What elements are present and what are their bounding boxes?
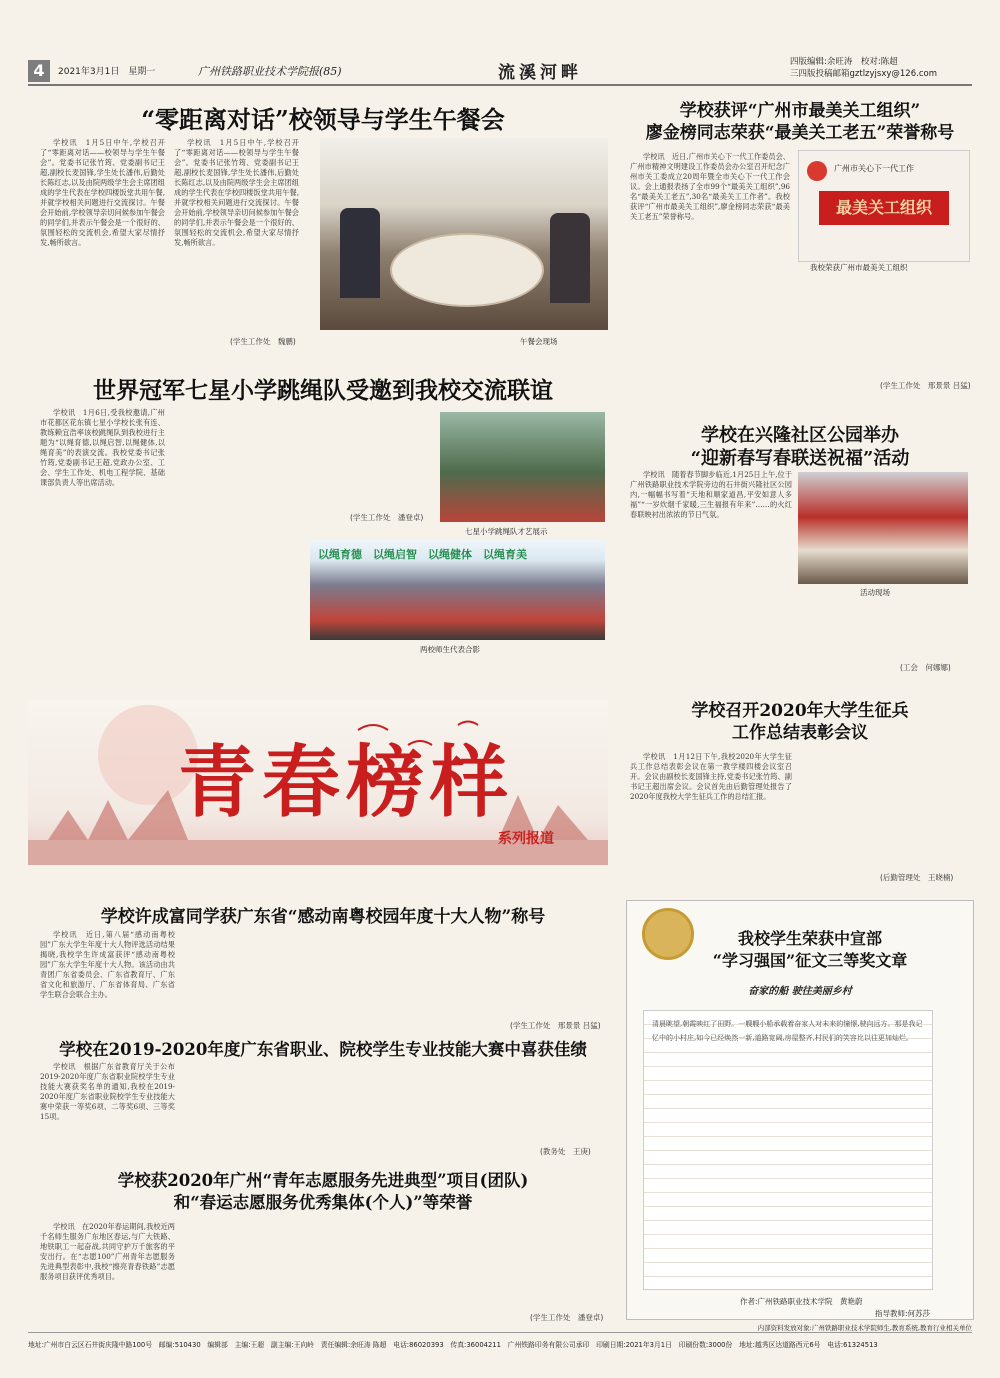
article6-text: 学校讯 近日,第八届“感动南粤校园”广东大学生年度十大人物评选活动结果揭晓,我校学生许成富获评“感动南粤校园”广东大学生年度十大人物。该活动由共青团广东省委员会、广东省教育厅、广东省文化和旅游厅、广东省体育局、广东省学生联合会联合主办。 [40,930,175,999]
editor-info [790,56,937,80]
article6-byline: (学生工作处 邢景景 吕猛) [510,1021,601,1030]
article2-body-col3 [798,276,968,372]
essay-manuscript [643,1010,933,1290]
article1-body-col4 [174,230,299,340]
youth-role-model-banner [28,700,608,865]
rope-team-photo [440,412,605,522]
article2-title-line1: 学校获评“广州市最美关工组织” [679,101,921,121]
article5-byline: (后勤管理处 王晓楠) [880,873,954,882]
article4-title-line2: “迎新春写春联送祝福”活动 [690,448,910,469]
article4-body [630,470,792,670]
article2-title-line2: 廖金榜同志荣获“最美关工老五”荣誉称号 [645,123,955,143]
logo-icon [807,161,827,181]
article6-body-col2 [182,930,317,1020]
article5-title-line2: 工作总结表彰会议 [732,723,868,743]
article2-text: 学校讯 近日,广州市关心下一代工作委员会、广州市精神文明建设工作委员会办公室召开纪念广州市关工委成立20周年暨全市关心下一代工作会议。会上通报表扬了全市99个“最美关工组织”,96名“最美关工老五”,30名“最美关工工作者”。我校获评“广州市最美关工组织”,廖金榜同志荣获“最美关工老五”荣誉称号。 [630,152,790,221]
article8-body-col4 [466,1222,606,1306]
article4-byline: (工会 何娜娜) [900,663,951,672]
article7-text: 学校讯 根据广东省教育厅关于公布2019-2020年度广东省职业院校学生专业技能大赛获奖名单的通知,我校在2019-2020年度广东省职业院校学生专业技能大赛中荣获一等奖6项、二等奖6项、三等奖15项。 [40,1062,175,1121]
award-plaque-photo [798,150,970,262]
article1-title: “零距离对话”校领导与学生午餐会 [141,105,505,134]
article5-body [630,752,792,868]
essay-text: 清晨眺望,朝霞映红了田野。一艘艘小船承载着奋家人对未来的憧憬,驶向远方。那是我记忆中的小村庄,如今已经焕然一新,道路宽阔,房屋整齐,村民们的笑容比以往更加灿烂。 [652,1020,923,1042]
article4-title [630,424,970,470]
article4-title-line1: 学校在兴隆社区公园举办 [701,425,899,446]
article3-body [40,408,165,636]
article5-body-col2 [798,752,968,868]
footer-info: 地址:广州市白云区石井街庆隆中路100号 邮编:510430 编辑部 主编:王超 副主编:王向岭 责任编辑:余旺涛 陈超 电话:86020393 传真:36004211 广州铁路印务有限公司承印 印刷日期:2021年3月1日 印刷份数:3000份 地址:越秀区达道路西元6号 电话:61324513 [28,1341,878,1349]
banner-title: 青春榜样 [178,737,515,828]
article2-byline: (学生工作处 邢景景 吕猛) [880,381,971,390]
editor-line: 四版编辑:余旺涛 校对:陈超 [790,57,898,67]
paper-title: 广州铁路职业技术学院报(85) [198,65,342,78]
rope-team-caption: 七星小学跳绳队才艺展示 [465,527,548,536]
article7-body-col3 [324,1062,459,1154]
person-shape [550,213,590,303]
article1-byline: (学生工作处 魏鹏) [230,337,296,346]
article7-body-col2 [182,1062,317,1154]
banner-subtitle: 系列报道 [498,831,554,847]
article8-body-col3 [324,1222,459,1320]
section-title: 流溪河畔 [498,63,582,83]
article7-body [40,1062,175,1154]
distribution-note: 内部资料发放对象:广州铁路职业技术学院师生,教育系统,教育行业相关单位 [757,1324,972,1332]
article4-photo-caption: 活动现场 [860,588,890,597]
email-line: 三四版投稿邮箱gztlzyjsxy@126.com [790,69,937,79]
plaque-text: 最美关工组织 [819,191,949,225]
article2-photo-caption: 我校荣获广州市最美关工组织 [810,263,908,272]
article9-title-line2: “学习强国”征文三等奖文章 [712,951,908,970]
essay-advisor: 指导教师:何苏莎 [875,1309,931,1318]
article6-body-col3 [324,930,459,1020]
article2-body [630,152,790,264]
article8-title-line2: 和“春运志愿服务优秀集体(个人)”等荣誉 [173,1193,473,1212]
article8-body-col2 [182,1222,317,1320]
lunch-table [390,233,544,307]
article1-body-col3 [40,220,165,350]
article4-text: 学校讯 随着春节脚步临近,1月25日上午,位于广州铁路职业技术学院旁边的石井街兴隆社区公园内,一幅幅书写着“天地和顺家道昌,平安如意人多福”“一岁炊烟千家暖,三生福报有年来”……的火红春联映衬出浓浓的节日气氛。 [630,470,792,519]
article6-body [40,930,175,1020]
article7-title: 学校在2019-2020年度广东省职业、院校学生专业技能大赛中喜获佳绩 [59,1040,587,1059]
article1-text-2: 学校讯 1月5日中午,学校召开了“零距离对话——校领导与学生午餐会”。党委书记张竹筠、党委副书记王超,副校长麦国锋,学生处长潘伟,后勤处长陈红志,以及由院两级学生会主席团组成的学生代表在学校四楼饭堂共用午餐,并就学校相关问题进行交流探讨。午餐会开始前,学校领导亲切问候参加午餐会的同学们,并表示午餐会是一个很好的、氛围轻松的交流机会,希望大家尽情抒发,畅所欲言。 [174,138,299,247]
lunch-photo [320,138,608,330]
lunch-photo-caption: 午餐会现场 [520,337,558,346]
article5-title-line1: 学校召开2020年大学生征兵 [691,701,909,721]
article8-text: 学校讯 在2020年春运期间,我校近两千名师生服务广东地区春运,与广大铁路、地铁职工一起奋战,共同守护万千旅客的平安出行。在“志愿100”广州青年志愿服务先进典型表彰中,我校“擦亮青春铁路”志愿服务项目获评优秀项目。 [40,1222,175,1281]
plaque-org: 广州市关心下一代工作 [834,164,914,173]
article3-body-col2 [174,408,299,636]
article8-title-line1: 学校获2020年广州“青年志愿服务先进典型”项目(团队) [117,1171,529,1190]
issue-date: 2021年3月1日 星期一 [58,67,156,77]
page-header [28,56,972,86]
article5-text: 学校讯 1月12日下午,我校2020年大学生征兵工作总结表彰会议在第一教学楼四楼会议室召开。会议由副校长麦国锋主持,党委书记张竹筠、副书记王超出席会议。会议首先由后勤管理处报告了2020年度我校大学生征兵工作的总结汇报。 [630,752,792,801]
page-footer [28,1324,972,1355]
essay-author: 作者:广州铁路职业技术学院 黄艳蔚 [740,1297,863,1306]
article2-body-col2 [630,270,790,382]
article1-text: 学校讯 1月5日中午,学校召开了“零距离对话——校领导与学生午餐会”。党委书记张竹筠、党委副书记王超,副校长麦国锋,学生处长潘伟,后勤处长陈红志,以及由院两级学生会主席团组成的学生代表在学校四楼饭堂共用午餐,并就学校相关问题进行交流探讨。午餐会开始前,学校领导亲切问候参加午餐会的同学们,并表示午餐会是一个很好的、氛围轻松的交流机会,希望大家尽情抒发,畅所欲言。 [40,138,165,247]
article8-body [40,1222,175,1320]
group-photo-banner: 以绳育德 以绳启智 以绳健体 以绳育美 [318,548,527,561]
group-photo-caption: 两校师生代表合影 [420,645,480,654]
article3-byline: (学生工作处 潘登卓) [350,513,424,522]
article9-title-line1: 我校学生荣获中宣部 [737,929,882,948]
article8-title [28,1170,618,1214]
page-number: 4 [28,60,50,82]
article7-byline: (教务处 王庚) [540,1147,591,1156]
article5-title [630,700,970,744]
article4-body-col2 [798,598,968,658]
article3-title: 世界冠军七星小学跳绳队受邀到我校交流联谊 [93,377,553,404]
essay-title: 奋家的船 驶往美丽乡村 [748,986,852,997]
article2-title [620,100,980,144]
article7-body-col4 [466,1062,606,1142]
article3-text: 学校讯 1月6日,受我校邀请,广州市花都区花东镇七星小学校长张有连、教练赖宜浩率该校跳绳队到我校进行主题为“以绳育德,以绳启智,以绳健体,以绳育美”的表演交流。我校党委书记张竹筠,党委副书记王超,党政办公室、工会、学生工作处、机电工程学院、基础课部负责人等出席活动。 [40,408,165,487]
couplet-photo [798,472,968,584]
article9-title [650,928,970,972]
article6-title: 学校许成富同学获广东省“感动南粤校园年度十大人物”称号 [100,907,546,927]
group-photo [310,540,605,640]
person-shape [340,208,380,298]
article8-byline: (学生工作处 潘登卓) [530,1313,604,1322]
article6-body-col4 [466,930,606,1008]
